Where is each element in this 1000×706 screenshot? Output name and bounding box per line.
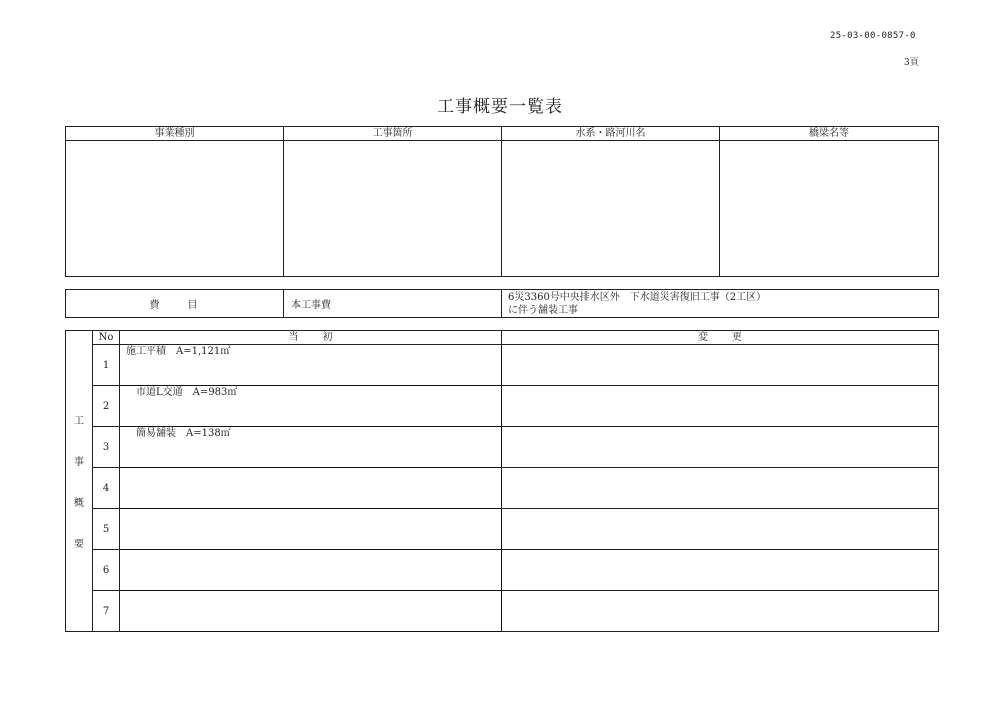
table-row xyxy=(66,386,939,427)
cell-bridge-name xyxy=(720,141,939,277)
page-title: 工事概要一覧表 xyxy=(437,97,563,117)
row-initial: 市道L交通 A=983㎡ xyxy=(120,386,502,427)
cost-item-label xyxy=(66,290,284,318)
row-initial: 簡易舗装 A=138㎡ xyxy=(120,427,502,468)
cell-work-location xyxy=(284,141,502,277)
project-name-line-1: 6災3360号中央排水区外 下水道災害復旧工事（2工区） xyxy=(508,291,767,303)
table-row xyxy=(66,550,939,591)
row-number: 3 xyxy=(93,427,120,468)
cost-label-char-2: 目 xyxy=(187,300,200,311)
header-initial xyxy=(120,331,502,345)
cell-river-name xyxy=(502,141,720,277)
cost-label-char-1: 費 xyxy=(149,300,162,311)
header-business-type: 事業種別 xyxy=(66,127,284,141)
row-initial: 施工平積 A=1,121㎡ xyxy=(120,345,502,386)
header-river-name: 水系・路河川名 xyxy=(502,127,720,141)
header-change-char-1: 変 xyxy=(698,332,708,343)
side-char-3: 概 xyxy=(74,498,84,509)
cost-item-table xyxy=(65,289,939,318)
document-id: 25-03-00-0857-0 xyxy=(830,31,916,41)
header-change xyxy=(502,331,939,345)
header-no: No xyxy=(93,331,120,345)
row-change xyxy=(502,550,939,591)
header-initial-char-2: 初 xyxy=(322,332,333,343)
side-char-1: 工 xyxy=(74,416,84,427)
row-change xyxy=(502,386,939,427)
cell-business-type xyxy=(66,141,284,277)
row-initial xyxy=(120,591,502,632)
classification-table xyxy=(65,126,939,277)
work-summary-table xyxy=(65,330,939,632)
page-number: 3頁 xyxy=(904,58,919,68)
table-row xyxy=(66,591,939,632)
row-number: 2 xyxy=(93,386,120,427)
row-number: 1 xyxy=(93,345,120,386)
row-change xyxy=(502,509,939,550)
row-initial xyxy=(120,468,502,509)
table-row xyxy=(66,468,939,509)
row-number: 6 xyxy=(93,550,120,591)
header-change-char-2: 更 xyxy=(732,332,742,343)
table-row xyxy=(66,427,939,468)
side-char-2: 事 xyxy=(74,457,84,468)
header-bridge-name: 橋梁名等 xyxy=(720,127,939,141)
cost-kind: 本工事費 xyxy=(284,290,502,318)
row-number: 4 xyxy=(93,468,120,509)
project-name xyxy=(502,290,939,318)
table-row xyxy=(66,345,939,386)
header-work-location: 工事箇所 xyxy=(284,127,502,141)
header-initial-char-1: 当 xyxy=(288,332,299,343)
row-change xyxy=(502,591,939,632)
work-summary-side-label xyxy=(66,331,93,632)
row-number: 5 xyxy=(93,509,120,550)
row-initial xyxy=(120,509,502,550)
row-change xyxy=(502,468,939,509)
row-change xyxy=(502,427,939,468)
row-initial xyxy=(120,550,502,591)
row-change xyxy=(502,345,939,386)
table-row xyxy=(66,509,939,550)
row-number: 7 xyxy=(93,591,120,632)
project-name-line-2: に伴う舗装工事 xyxy=(508,304,578,316)
side-char-4: 要 xyxy=(74,539,84,550)
